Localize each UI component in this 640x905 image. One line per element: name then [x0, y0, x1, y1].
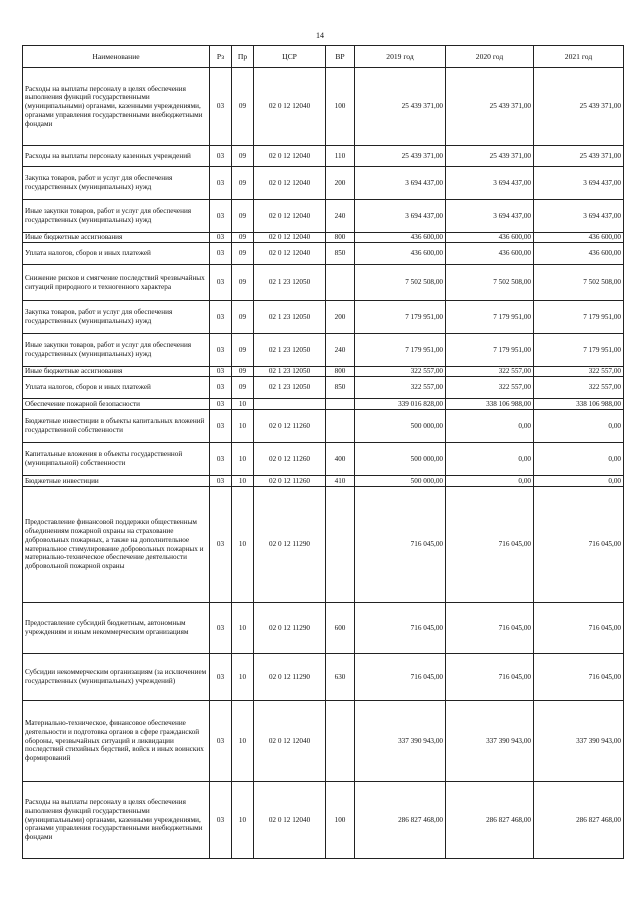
table-cell-csr: 02 0 12 12040: [254, 146, 326, 167]
table-cell-vr: 800: [326, 367, 355, 377]
table-cell-vr: 850: [326, 377, 355, 399]
table-cell-csr: 02 0 12 11260: [254, 476, 326, 487]
table-cell-pr: 09: [232, 243, 254, 265]
table-cell-2020: 716 045,00: [446, 603, 534, 654]
table-cell-2021: 3 694 437,00: [534, 167, 624, 200]
table-body: [23, 68, 624, 859]
table-cell-csr: 02 0 12 11260: [254, 410, 326, 443]
table-cell-vr: 100: [326, 782, 355, 859]
table-cell-2021: 716 045,00: [534, 487, 624, 603]
table-cell-2020: 25 439 371,00: [446, 146, 534, 167]
table-cell-name: Материально-техническое, финансовое обеспечение деятельности и подготовка органов в сфере гражданской обороны, чрезвычайных ситуаций и ликвидации последствий стихийных бедствий, войск и иных воинских формирований: [23, 701, 210, 782]
table-cell-name: Иные закупки товаров, работ и услуг для обеспечения государственных (муниципальных) нужд: [23, 200, 210, 233]
table-cell-pr: 09: [232, 68, 254, 146]
table-cell-vr: 100: [326, 68, 355, 146]
table-cell-2020: 716 045,00: [446, 654, 534, 701]
table-cell-vr: [326, 399, 355, 410]
table-cell-name: Снижение рисков и смягчение последствий чрезвычайных ситуаций природного и техногенного характера: [23, 265, 210, 301]
header-csr: ЦСР: [254, 46, 326, 68]
table-cell-rz: 03: [210, 233, 232, 243]
table-cell-2020: 3 694 437,00: [446, 200, 534, 233]
table-cell-vr: 400: [326, 443, 355, 476]
table-row: [23, 167, 624, 200]
table-cell-csr: 02 1 23 12050: [254, 377, 326, 399]
table-cell-name: Иные бюджетные ассигнования: [23, 367, 210, 377]
table-cell-csr: 02 0 12 12040: [254, 68, 326, 146]
table-cell-csr: 02 1 23 12050: [254, 334, 326, 367]
table-cell-2019: 716 045,00: [355, 603, 446, 654]
table-cell-pr: 10: [232, 443, 254, 476]
header-pr: Пр: [232, 46, 254, 68]
table-cell-2020: 322 557,00: [446, 367, 534, 377]
table-row: [23, 476, 624, 487]
table-cell-2019: 500 000,00: [355, 476, 446, 487]
table-cell-vr: 240: [326, 200, 355, 233]
table-cell-rz: 03: [210, 487, 232, 603]
table-row: [23, 146, 624, 167]
table-cell-2019: 436 600,00: [355, 233, 446, 243]
table-cell-name: Бюджетные инвестиции в объекты капитальных вложений государственной собственности: [23, 410, 210, 443]
table-cell-2019: 7 179 951,00: [355, 334, 446, 367]
table-cell-vr: 200: [326, 301, 355, 334]
table-cell-pr: 10: [232, 476, 254, 487]
table-cell-name: Уплата налогов, сборов и иных платежей: [23, 377, 210, 399]
table-cell-rz: 03: [210, 265, 232, 301]
table-cell-2021: 25 439 371,00: [534, 68, 624, 146]
table-cell-pr: 10: [232, 782, 254, 859]
table-row: [23, 701, 624, 782]
table-cell-2019: 500 000,00: [355, 443, 446, 476]
table-cell-vr: 240: [326, 334, 355, 367]
table-cell-pr: 10: [232, 399, 254, 410]
table-cell-rz: 03: [210, 301, 232, 334]
table-cell-2020: 436 600,00: [446, 243, 534, 265]
table-cell-2020: 3 694 437,00: [446, 167, 534, 200]
table-cell-2019: 3 694 437,00: [355, 167, 446, 200]
table-cell-2021: 0,00: [534, 410, 624, 443]
table-cell-2020: 7 502 508,00: [446, 265, 534, 301]
table-cell-2020: 716 045,00: [446, 487, 534, 603]
table-cell-2019: 25 439 371,00: [355, 68, 446, 146]
table-cell-pr: 09: [232, 200, 254, 233]
table-cell-2020: 0,00: [446, 410, 534, 443]
header-name: Наименование: [23, 46, 210, 68]
header-vr: ВР: [326, 46, 355, 68]
table-cell-vr: [326, 701, 355, 782]
table-cell-rz: 03: [210, 167, 232, 200]
table-cell-vr: 630: [326, 654, 355, 701]
table-cell-2020: 7 179 951,00: [446, 301, 534, 334]
table-cell-2021: 716 045,00: [534, 603, 624, 654]
table-cell-vr: 800: [326, 233, 355, 243]
table-cell-rz: 03: [210, 243, 232, 265]
table-cell-2019: 322 557,00: [355, 367, 446, 377]
table-cell-2021: 337 390 943,00: [534, 701, 624, 782]
table-cell-rz: 03: [210, 782, 232, 859]
table-cell-2020: 436 600,00: [446, 233, 534, 243]
table-row: [23, 410, 624, 443]
table-cell-pr: 09: [232, 367, 254, 377]
table-cell-csr: 02 0 12 12040: [254, 701, 326, 782]
table-cell-name: Закупка товаров, работ и услуг для обеспечения государственных (муниципальных) нужд: [23, 301, 210, 334]
table-cell-pr: 09: [232, 233, 254, 243]
table-row: [23, 243, 624, 265]
table-cell-vr: 850: [326, 243, 355, 265]
table-row: [23, 301, 624, 334]
table-cell-vr: [326, 410, 355, 443]
table-cell-2020: 7 179 951,00: [446, 334, 534, 367]
table-cell-rz: 03: [210, 68, 232, 146]
table-cell-csr: 02 0 12 11290: [254, 603, 326, 654]
table-cell-rz: 03: [210, 410, 232, 443]
table-cell-2021: 322 557,00: [534, 377, 624, 399]
table-cell-2019: 322 557,00: [355, 377, 446, 399]
table-row: [23, 68, 624, 146]
table-cell-2019: 500 000,00: [355, 410, 446, 443]
table-cell-2020: 286 827 468,00: [446, 782, 534, 859]
table-cell-rz: 03: [210, 334, 232, 367]
table-cell-2021: 7 179 951,00: [534, 301, 624, 334]
table-cell-name: Субсидии некоммерческим организациям (за исключением государственных (муниципальных) учреждений): [23, 654, 210, 701]
table-row: [23, 334, 624, 367]
table-cell-csr: 02 1 23 12050: [254, 367, 326, 377]
table-row: [23, 367, 624, 377]
table-row: [23, 654, 624, 701]
table-cell-name: Иные бюджетные ассигнования: [23, 233, 210, 243]
table-cell-pr: 09: [232, 146, 254, 167]
header-2020: 2020 год: [446, 46, 534, 68]
table-cell-csr: 02 0 12 12040: [254, 200, 326, 233]
table-cell-name: Предоставление субсидий бюджетным, автономным учреждениям и иным некоммерческим организациям: [23, 603, 210, 654]
table-cell-vr: 410: [326, 476, 355, 487]
table-cell-name: Уплата налогов, сборов и иных платежей: [23, 243, 210, 265]
table-cell-2020: 338 106 988,00: [446, 399, 534, 410]
table-header-row: [23, 46, 624, 68]
table-cell-2021: 0,00: [534, 443, 624, 476]
table-cell-csr: 02 0 12 11290: [254, 654, 326, 701]
table-cell-2019: 286 827 468,00: [355, 782, 446, 859]
table-cell-csr: [254, 399, 326, 410]
table-cell-name: Предоставление финансовой поддержки общественным объединениям пожарной охраны на страхование добровольных пожарных, а также на дополнительное материальное стимулирование добровольных пожарных и материально-техническое обеспечение деятельности добровольной пожарной охраны: [23, 487, 210, 603]
table-cell-vr: [326, 265, 355, 301]
table-cell-rz: 03: [210, 603, 232, 654]
table-row: [23, 265, 624, 301]
table-cell-vr: [326, 487, 355, 603]
table-cell-pr: 09: [232, 377, 254, 399]
table-cell-rz: 03: [210, 377, 232, 399]
table-cell-pr: 09: [232, 265, 254, 301]
table-cell-rz: 03: [210, 476, 232, 487]
table-cell-rz: 03: [210, 654, 232, 701]
table-cell-pr: 09: [232, 167, 254, 200]
table-cell-name: Бюджетные инвестиции: [23, 476, 210, 487]
table-cell-2019: 436 600,00: [355, 243, 446, 265]
table-cell-csr: 02 1 23 12050: [254, 301, 326, 334]
table-row: [23, 200, 624, 233]
table-cell-2021: 7 179 951,00: [534, 334, 624, 367]
table-cell-2021: 338 106 988,00: [534, 399, 624, 410]
table-cell-name: Обеспечение пожарной безопасности: [23, 399, 210, 410]
table-cell-rz: 03: [210, 443, 232, 476]
table-cell-2021: 0,00: [534, 476, 624, 487]
table-row: [23, 233, 624, 243]
table-cell-csr: 02 0 12 12040: [254, 233, 326, 243]
table-cell-csr: 02 0 12 11260: [254, 443, 326, 476]
table-cell-rz: 03: [210, 146, 232, 167]
table-cell-vr: 200: [326, 167, 355, 200]
table-cell-rz: 03: [210, 399, 232, 410]
table-cell-pr: 09: [232, 301, 254, 334]
table-cell-2021: 436 600,00: [534, 233, 624, 243]
table-cell-name: Капитальные вложения в объекты государственной (муниципальной) собственности: [23, 443, 210, 476]
page-number: 14: [316, 31, 324, 40]
table-cell-csr: 02 0 12 12040: [254, 167, 326, 200]
table-cell-csr: 02 0 12 11290: [254, 487, 326, 603]
table-cell-2021: 436 600,00: [534, 243, 624, 265]
table-cell-csr: 02 1 23 12050: [254, 265, 326, 301]
table-cell-2019: 716 045,00: [355, 487, 446, 603]
table-cell-name: Иные закупки товаров, работ и услуг для обеспечения государственных (муниципальных) нужд: [23, 334, 210, 367]
table-cell-2019: 25 439 371,00: [355, 146, 446, 167]
table-cell-csr: 02 0 12 12040: [254, 782, 326, 859]
table-cell-csr: 02 0 12 12040: [254, 243, 326, 265]
table-cell-vr: 600: [326, 603, 355, 654]
table-cell-2021: 286 827 468,00: [534, 782, 624, 859]
table-cell-2021: 322 557,00: [534, 367, 624, 377]
table-row: [23, 399, 624, 410]
table-cell-rz: 03: [210, 200, 232, 233]
table-cell-pr: 10: [232, 654, 254, 701]
table-cell-2020: 337 390 943,00: [446, 701, 534, 782]
table-cell-name: Расходы на выплаты персоналу казенных учреждений: [23, 146, 210, 167]
budget-table: [22, 45, 624, 859]
table-row: [23, 603, 624, 654]
table-row: [23, 487, 624, 603]
table-cell-2019: 3 694 437,00: [355, 200, 446, 233]
table-cell-2021: 3 694 437,00: [534, 200, 624, 233]
table-cell-pr: 10: [232, 603, 254, 654]
table-row: [23, 443, 624, 476]
table-cell-rz: 03: [210, 701, 232, 782]
header-2019: 2019 год: [355, 46, 446, 68]
table-cell-name: Расходы на выплаты персоналу в целях обеспечения выполнения функций государственными (муниципальными) органами, казенными учреждениями, органами управления государственными внебюджетными фондами: [23, 68, 210, 146]
table-cell-pr: 10: [232, 701, 254, 782]
table-cell-pr: 09: [232, 334, 254, 367]
table-cell-2019: 337 390 943,00: [355, 701, 446, 782]
table-cell-2020: 0,00: [446, 443, 534, 476]
table-cell-2021: 7 502 508,00: [534, 265, 624, 301]
table-cell-vr: 110: [326, 146, 355, 167]
table-cell-2020: 322 557,00: [446, 377, 534, 399]
table-cell-2019: 716 045,00: [355, 654, 446, 701]
table-cell-2019: 7 179 951,00: [355, 301, 446, 334]
table-cell-2019: 339 016 828,00: [355, 399, 446, 410]
table-cell-pr: 10: [232, 487, 254, 603]
header-rz: Рз: [210, 46, 232, 68]
table-cell-rz: 03: [210, 367, 232, 377]
table-cell-2020: 0,00: [446, 476, 534, 487]
table-row: [23, 782, 624, 859]
table-cell-2021: 25 439 371,00: [534, 146, 624, 167]
table-cell-2020: 25 439 371,00: [446, 68, 534, 146]
table-cell-name: Закупка товаров, работ и услуг для обеспечения государственных (муниципальных) нужд: [23, 167, 210, 200]
table-cell-name: Расходы на выплаты персоналу в целях обеспечения выполнения функций государственными (муниципальными) органами, казенными учреждениями, органами управления государственными внебюджетными фондами: [23, 782, 210, 859]
table-row: [23, 377, 624, 399]
header-2021: 2021 год: [534, 46, 624, 68]
table-cell-2019: 7 502 508,00: [355, 265, 446, 301]
table-cell-pr: 10: [232, 410, 254, 443]
table-cell-2021: 716 045,00: [534, 654, 624, 701]
